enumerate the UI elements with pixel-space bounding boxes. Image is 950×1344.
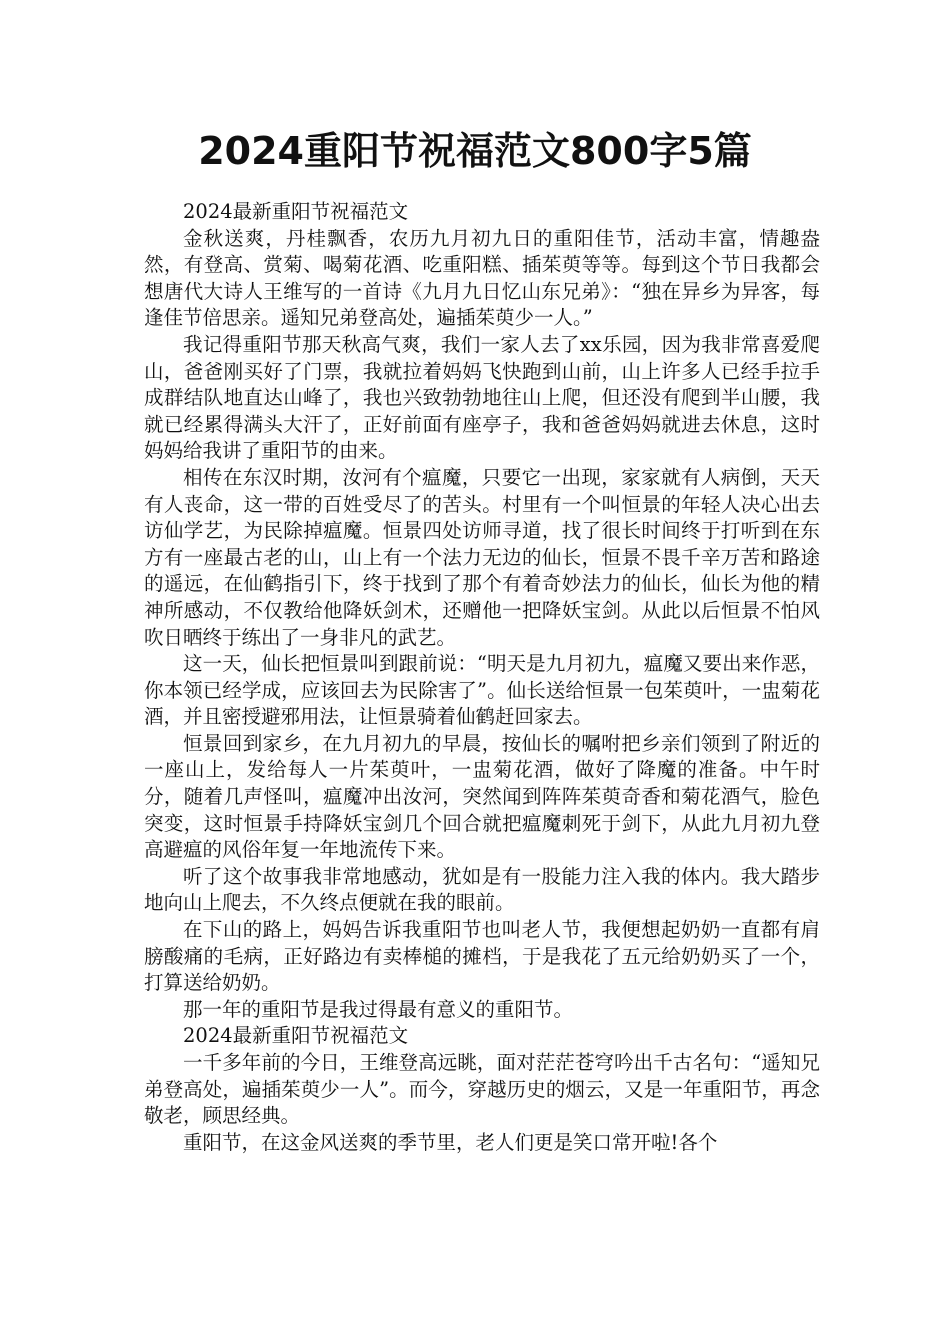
document-title: 2024重阳节祝福范文800字5篇 bbox=[198, 129, 752, 173]
paragraph: 重阳节，在这金风送爽的季节里，老人们更是笑口常开啦!各个 bbox=[183, 1130, 718, 1154]
paragraph: 恒景回到家乡，在九月初九的早晨，按仙长的嘱咐把乡亲们领到了附近的一座山上，发给每人一片茱萸叶，一盅菊花酒，做好了降魔的准备。中午时分，随着几声怪叫，瘟魔冲出汝河，突然闻到阵阵茱萸奇香和菊花酒气，脸色突变，这时恒景手持降妖宝剑几个回合就把瘟魔刺死于剑下，从此九月初九登高避瘟的风俗年复一年地流传下来。 bbox=[144, 731, 820, 862]
paragraph: 这一天，仙长把恒景叫到跟前说：“明天是九月初九，瘟魔又要出来作恶，你本领已经学成，应该回去为民除害了”。仙长送给恒景一包茱萸叶，一盅菊花酒，并且密授避邪用法，让恒景骑着仙鹤赶回家去。 bbox=[144, 652, 820, 729]
paragraph: 一千多年前的今日，王维登高远眺，面对茫茫苍穹吟出千古名句：“遥知兄弟登高处，遍插茱萸少一人”。而今，穿越历史的烟云，又是一年重阳节，再念敬老，顾思经典。 bbox=[144, 1051, 820, 1128]
document-body bbox=[144, 199, 820, 1156]
paragraph: 金秋送爽，丹桂飘香，农历九月初九日的重阳佳节，活动丰富，情趣盎然，有登高、赏菊、喝菊花酒、吃重阳糕、插茱萸等等。每到这个节日我都会想唐代大诗人王维写的一首诗《九月九日忆山东兄弟》：“独在异乡为异客，每逢佳节倍思亲。遥知兄弟登高处，遍插茱萸少一人。” bbox=[144, 226, 820, 330]
paragraph: 在下山的路上，妈妈告诉我重阳节也叫老人节，我便想起奶奶一直都有肩膀酸痛的毛病，正好路边有卖棒槌的摊档，于是我花了五元给奶奶买了一个，打算送给奶奶。 bbox=[144, 918, 820, 995]
paragraph: 相传在东汉时期，汝河有个瘟魔，只要它一出现，家家就有人病倒，天天有人丧命，这一带的百姓受尽了的苦头。村里有一个叫恒景的年轻人决心出去访仙学艺，为民除掉瘟魔。恒景四处访师寻道，找了很长时间终于打听到在东方有一座最古老的山，山上有一个法力无边的仙长，恒景不畏千辛万苦和路途的遥远，在仙鹤指引下，终于找到了那个有着奇妙法力的仙长，仙长为他的精神所感动，不仅教给他降妖剑术，还赠他一把降妖宝剑。从此以后恒景不怕风吹日晒终于练出了一身非凡的武艺。 bbox=[144, 465, 820, 649]
paragraph: 听了这个故事我非常地感动，犹如是有一股能力注入我的体内。我大踏步地向山上爬去，不久终点便就在我的眼前。 bbox=[144, 864, 820, 915]
paragraph: 那一年的重阳节是我过得最有意义的重阳节。 bbox=[183, 997, 574, 1021]
paragraph: 我记得重阳节那天秋高气爽，我们一家人去了xx乐园，因为我非常喜爱爬山，爸爸刚买好了门票，我就拉着妈妈飞快跑到山前，山上许多人已经手拉手成群结队地直达山峰了，我也兴致勃勃地往山上爬，但还没有爬到半山腰，我就已经累得满头大汗了，正好前面有座亭子，我和爸爸妈妈就进去休息，这时妈妈给我讲了重阳节的由来。 bbox=[144, 332, 820, 463]
section-heading: 2024最新重阳节祝福范文 bbox=[183, 200, 409, 223]
section-heading: 2024最新重阳节祝福范文 bbox=[183, 1024, 409, 1048]
